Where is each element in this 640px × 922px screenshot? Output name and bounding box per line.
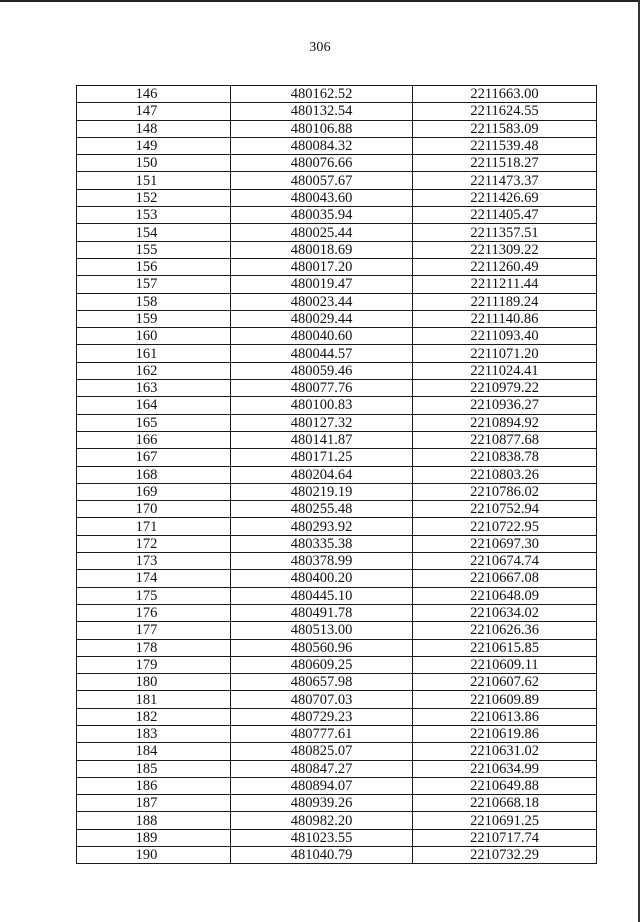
x-coordinate-cell: 480219.19 — [231, 483, 413, 500]
x-coordinate-cell: 480982.20 — [231, 812, 413, 829]
point-number-cell: 163 — [77, 380, 231, 397]
y-coordinate-cell: 2211093.40 — [413, 328, 597, 345]
x-coordinate-cell: 480171.25 — [231, 449, 413, 466]
table-row — [77, 310, 597, 327]
x-coordinate-cell: 480491.78 — [231, 604, 413, 621]
point-number-cell: 181 — [77, 691, 231, 708]
point-number-cell: 168 — [77, 466, 231, 483]
table-row — [77, 241, 597, 258]
table-row — [77, 674, 597, 691]
point-number-cell: 159 — [77, 310, 231, 327]
table-row — [77, 103, 597, 120]
y-coordinate-cell: 2210609.11 — [413, 656, 597, 673]
table-row — [77, 172, 597, 189]
table-row — [77, 86, 597, 103]
y-coordinate-cell: 2211624.55 — [413, 103, 597, 120]
point-number-cell: 171 — [77, 518, 231, 535]
page-edge-top — [0, 0, 640, 2]
y-coordinate-cell: 2210697.30 — [413, 535, 597, 552]
y-coordinate-cell: 2210668.18 — [413, 795, 597, 812]
page-number: 306 — [309, 40, 331, 55]
point-number-cell: 169 — [77, 483, 231, 500]
y-coordinate-cell: 2210649.88 — [413, 777, 597, 794]
point-number-cell: 190 — [77, 847, 231, 864]
table-row — [77, 449, 597, 466]
point-number-cell: 154 — [77, 224, 231, 241]
table-row — [77, 501, 597, 518]
point-number-cell: 166 — [77, 431, 231, 448]
x-coordinate-cell: 480445.10 — [231, 587, 413, 604]
table-row — [77, 587, 597, 604]
x-coordinate-cell: 481023.55 — [231, 829, 413, 846]
y-coordinate-cell: 2211189.24 — [413, 293, 597, 310]
point-number-cell: 175 — [77, 587, 231, 604]
x-coordinate-cell: 480204.64 — [231, 466, 413, 483]
table-row — [77, 431, 597, 448]
y-coordinate-cell: 2210979.22 — [413, 380, 597, 397]
point-number-cell: 182 — [77, 708, 231, 725]
point-number-cell: 151 — [77, 172, 231, 189]
y-coordinate-cell: 2210626.36 — [413, 622, 597, 639]
y-coordinate-cell: 2210631.02 — [413, 743, 597, 760]
table-row — [77, 397, 597, 414]
y-coordinate-cell: 2210634.99 — [413, 760, 597, 777]
x-coordinate-cell: 480255.48 — [231, 501, 413, 518]
point-number-cell: 179 — [77, 656, 231, 673]
x-coordinate-cell: 480560.96 — [231, 639, 413, 656]
x-coordinate-cell: 480023.44 — [231, 293, 413, 310]
point-number-cell: 165 — [77, 414, 231, 431]
table-row — [77, 328, 597, 345]
y-coordinate-cell: 2210732.29 — [413, 847, 597, 864]
y-coordinate-cell: 2211518.27 — [413, 155, 597, 172]
point-number-cell: 148 — [77, 120, 231, 137]
table-row — [77, 466, 597, 483]
x-coordinate-cell: 480400.20 — [231, 570, 413, 587]
x-coordinate-cell: 480040.60 — [231, 328, 413, 345]
x-coordinate-cell: 481040.79 — [231, 847, 413, 864]
x-coordinate-cell: 480025.44 — [231, 224, 413, 241]
x-coordinate-cell: 480100.83 — [231, 397, 413, 414]
y-coordinate-cell: 2210619.86 — [413, 725, 597, 742]
x-coordinate-cell: 480707.03 — [231, 691, 413, 708]
point-number-cell: 189 — [77, 829, 231, 846]
y-coordinate-cell: 2210607.62 — [413, 674, 597, 691]
point-number-cell: 186 — [77, 777, 231, 794]
table-row — [77, 570, 597, 587]
y-coordinate-cell: 2211260.49 — [413, 258, 597, 275]
point-number-cell: 152 — [77, 189, 231, 206]
table-row — [77, 622, 597, 639]
x-coordinate-cell: 480059.46 — [231, 362, 413, 379]
x-coordinate-cell: 480141.87 — [231, 431, 413, 448]
point-number-cell: 160 — [77, 328, 231, 345]
x-coordinate-cell: 480609.25 — [231, 656, 413, 673]
y-coordinate-cell: 2210634.02 — [413, 604, 597, 621]
point-number-cell: 174 — [77, 570, 231, 587]
y-coordinate-cell: 2210674.74 — [413, 553, 597, 570]
x-coordinate-cell: 480076.66 — [231, 155, 413, 172]
table-row — [77, 120, 597, 137]
point-number-cell: 164 — [77, 397, 231, 414]
point-number-cell: 187 — [77, 795, 231, 812]
x-coordinate-cell: 480513.00 — [231, 622, 413, 639]
x-coordinate-cell: 480043.60 — [231, 189, 413, 206]
y-coordinate-cell: 2210752.94 — [413, 501, 597, 518]
table-row — [77, 362, 597, 379]
x-coordinate-cell: 480162.52 — [231, 86, 413, 103]
table-row — [77, 535, 597, 552]
table-row — [77, 207, 597, 224]
x-coordinate-cell: 480018.69 — [231, 241, 413, 258]
point-number-cell: 184 — [77, 743, 231, 760]
point-number-cell: 157 — [77, 276, 231, 293]
point-number-cell: 188 — [77, 812, 231, 829]
point-number-cell: 149 — [77, 137, 231, 154]
table-row — [77, 137, 597, 154]
point-number-cell: 158 — [77, 293, 231, 310]
table-row — [77, 483, 597, 500]
x-coordinate-cell: 480825.07 — [231, 743, 413, 760]
y-coordinate-cell: 2210894.92 — [413, 414, 597, 431]
y-coordinate-cell: 2210936.27 — [413, 397, 597, 414]
table-row — [77, 829, 597, 846]
coordinates-table — [76, 85, 597, 864]
x-coordinate-cell: 480293.92 — [231, 518, 413, 535]
point-number-cell: 167 — [77, 449, 231, 466]
table-row — [77, 639, 597, 656]
point-number-cell: 185 — [77, 760, 231, 777]
x-coordinate-cell: 480894.07 — [231, 777, 413, 794]
table-row — [77, 795, 597, 812]
y-coordinate-cell: 2211583.09 — [413, 120, 597, 137]
table-row — [77, 656, 597, 673]
table-row — [77, 725, 597, 742]
point-number-cell: 162 — [77, 362, 231, 379]
table-row — [77, 276, 597, 293]
table-row — [77, 847, 597, 864]
x-coordinate-cell: 480019.47 — [231, 276, 413, 293]
point-number-cell: 183 — [77, 725, 231, 742]
table-row — [77, 258, 597, 275]
x-coordinate-cell: 480017.20 — [231, 258, 413, 275]
table-row — [77, 414, 597, 431]
y-coordinate-cell: 2211211.44 — [413, 276, 597, 293]
point-number-cell: 180 — [77, 674, 231, 691]
y-coordinate-cell: 2210722.95 — [413, 518, 597, 535]
y-coordinate-cell: 2210717.74 — [413, 829, 597, 846]
x-coordinate-cell: 480657.98 — [231, 674, 413, 691]
y-coordinate-cell: 2211024.41 — [413, 362, 597, 379]
table-row — [77, 345, 597, 362]
x-coordinate-cell: 480084.32 — [231, 137, 413, 154]
y-coordinate-cell: 2210667.08 — [413, 570, 597, 587]
y-coordinate-cell: 2210609.89 — [413, 691, 597, 708]
point-number-cell: 173 — [77, 553, 231, 570]
y-coordinate-cell: 2210648.09 — [413, 587, 597, 604]
x-coordinate-cell: 480035.94 — [231, 207, 413, 224]
x-coordinate-cell: 480729.23 — [231, 708, 413, 725]
y-coordinate-cell: 2211663.00 — [413, 86, 597, 103]
point-number-cell: 170 — [77, 501, 231, 518]
x-coordinate-cell: 480044.57 — [231, 345, 413, 362]
table-row — [77, 604, 597, 621]
y-coordinate-cell: 2210615.85 — [413, 639, 597, 656]
table-row — [77, 760, 597, 777]
table-row — [77, 743, 597, 760]
x-coordinate-cell: 480127.32 — [231, 414, 413, 431]
coordinates-table-body — [77, 86, 597, 864]
x-coordinate-cell: 480029.44 — [231, 310, 413, 327]
y-coordinate-cell: 2211426.69 — [413, 189, 597, 206]
table-row — [77, 812, 597, 829]
table-row — [77, 518, 597, 535]
y-coordinate-cell: 2210803.26 — [413, 466, 597, 483]
point-number-cell: 155 — [77, 241, 231, 258]
x-coordinate-cell: 480132.54 — [231, 103, 413, 120]
point-number-cell: 150 — [77, 155, 231, 172]
x-coordinate-cell: 480077.76 — [231, 380, 413, 397]
y-coordinate-cell: 2211140.86 — [413, 310, 597, 327]
y-coordinate-cell: 2210877.68 — [413, 431, 597, 448]
table-row — [77, 293, 597, 310]
point-number-cell: 176 — [77, 604, 231, 621]
point-number-cell: 177 — [77, 622, 231, 639]
point-number-cell: 156 — [77, 258, 231, 275]
x-coordinate-cell: 480939.26 — [231, 795, 413, 812]
table-row — [77, 155, 597, 172]
table-row — [77, 691, 597, 708]
y-coordinate-cell: 2211405.47 — [413, 207, 597, 224]
y-coordinate-cell: 2211309.22 — [413, 241, 597, 258]
point-number-cell: 161 — [77, 345, 231, 362]
table-row — [77, 380, 597, 397]
y-coordinate-cell: 2210838.78 — [413, 449, 597, 466]
table-row — [77, 189, 597, 206]
point-number-cell: 172 — [77, 535, 231, 552]
y-coordinate-cell: 2210786.02 — [413, 483, 597, 500]
y-coordinate-cell: 2211473.37 — [413, 172, 597, 189]
point-number-cell: 146 — [77, 86, 231, 103]
y-coordinate-cell: 2210691.25 — [413, 812, 597, 829]
x-coordinate-cell: 480847.27 — [231, 760, 413, 777]
table-row — [77, 553, 597, 570]
table-row — [77, 708, 597, 725]
x-coordinate-cell: 480335.38 — [231, 535, 413, 552]
y-coordinate-cell: 2211357.51 — [413, 224, 597, 241]
x-coordinate-cell: 480057.67 — [231, 172, 413, 189]
table-row — [77, 777, 597, 794]
point-number-cell: 147 — [77, 103, 231, 120]
table-row — [77, 224, 597, 241]
x-coordinate-cell: 480777.61 — [231, 725, 413, 742]
y-coordinate-cell: 2211539.48 — [413, 137, 597, 154]
y-coordinate-cell: 2210613.86 — [413, 708, 597, 725]
x-coordinate-cell: 480106.88 — [231, 120, 413, 137]
x-coordinate-cell: 480378.99 — [231, 553, 413, 570]
point-number-cell: 178 — [77, 639, 231, 656]
y-coordinate-cell: 2211071.20 — [413, 345, 597, 362]
point-number-cell: 153 — [77, 207, 231, 224]
